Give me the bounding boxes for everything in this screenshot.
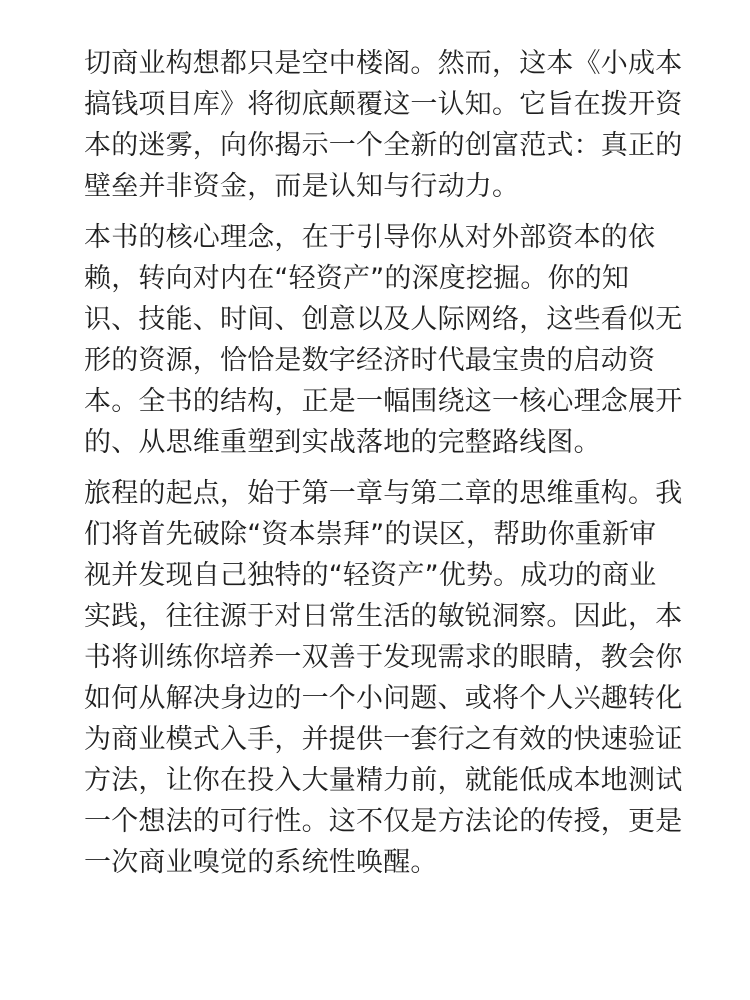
paragraph-spacer <box>84 207 674 217</box>
text-line: 为商业模式入手，并提供一套行之有效的快速验证 <box>84 724 683 755</box>
paragraph-3 <box>84 473 683 883</box>
paragraph-2 <box>84 217 683 463</box>
text-line: 如何从解决身边的一个小问题、或将个人兴趣转化 <box>84 683 683 714</box>
text-line: 旅程的起点，始于第一章与第二章的思维重构。我 <box>84 478 683 509</box>
text-line: 本书的核心理念，在于引导你从对外部资本的依 <box>84 222 656 253</box>
text-line: 视并发现自己独特的“轻资产”优势。成功的商业 <box>84 560 657 591</box>
paragraph-1 <box>84 43 683 207</box>
text-line: 搞钱项目库》将彻底颠覆这一认知。它旨在拨开资 <box>84 89 683 120</box>
text-line: 们将首先破除“资本崇拜”的误区，帮助你重新审 <box>84 519 657 550</box>
text-line: 书将训练你培养一双善于发现需求的眼睛，教会你 <box>84 642 683 673</box>
text-line: 实践，往往源于对日常生活的敏锐洞察。因此，本 <box>84 601 683 632</box>
text-line: 的、从思维重塑到实战落地的完整路线图。 <box>84 427 601 458</box>
text-line: 本的迷雾，向你揭示一个全新的创富范式：真正的 <box>84 130 683 161</box>
text-line: 切商业构想都只是空中楼阁。然而，这本《小成本 <box>84 48 683 79</box>
text-line: 方法，让你在投入大量精力前，就能低成本地测试 <box>84 765 683 796</box>
text-line: 赖，转向对内在“轻资产”的深度挖掘。你的知 <box>84 263 630 294</box>
text-line: 一次商业嗅觉的系统性唤醒。 <box>84 847 438 878</box>
text-line: 识、技能、时间、创意以及人际网络，这些看似无 <box>84 304 683 335</box>
text-line: 壁垒并非资金，而是认知与行动力。 <box>84 171 520 202</box>
paragraph-spacer <box>84 463 674 473</box>
text-line: 形的资源，恰恰是数字经济时代最宝贵的启动资 <box>84 345 656 376</box>
text-line: 一个想法的可行性。这不仅是方法论的传授，更是 <box>84 806 683 837</box>
document-body <box>84 43 683 883</box>
text-line: 本。全书的结构，正是一幅围绕这一核心理念展开 <box>84 386 683 417</box>
